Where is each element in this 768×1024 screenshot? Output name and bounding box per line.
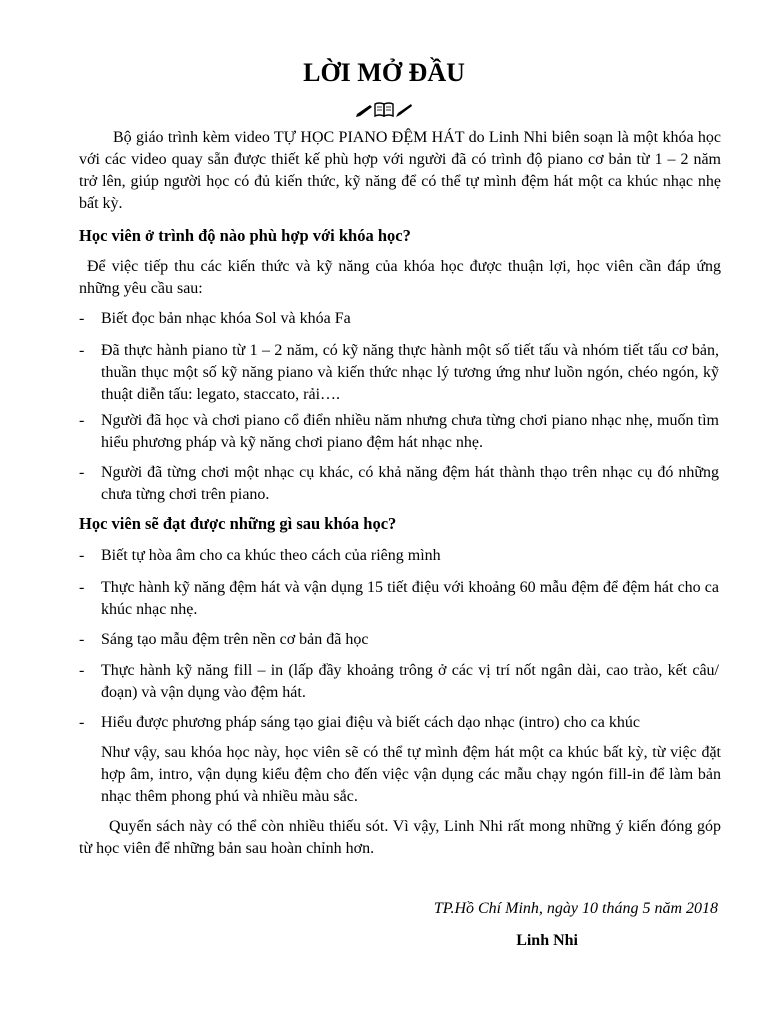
section-lead-paragraph: Để việc tiếp thu các kiến thức và kỹ năng của khóa học được thuận lợi, học viên cần đáp ứng những yêu cầu sau: xyxy=(79,258,721,297)
summary-paragraph: Như vậy, sau khóa học này, học viên sẽ có thể tự mình đệm hát một ca khúc bất kỳ, từ việc đặt hợp âm, intro, vận dụng kiểu đệm cho đến việc vận dụng các mẫu chạy ngón fill-in để làm bản nhạc thêm phong phú và nhiều màu sắc. xyxy=(101,744,721,805)
list-item-text: Hiểu được phương pháp sáng tạo giai điệu và biết cách dạo nhạc (intro) cho ca khúc xyxy=(101,714,640,731)
bullet-dash: - xyxy=(79,714,85,731)
bullet-dash: - xyxy=(79,547,85,564)
list-item-text: Biết đọc bản nhạc khóa Sol và khóa Fa xyxy=(101,310,351,327)
bullet-dash: - xyxy=(79,662,85,679)
section-heading-level: Học viên ở trình độ nào phù hợp với khóa học? xyxy=(79,226,411,245)
author-signature: Linh Nhi xyxy=(516,932,578,949)
list-item-text: Người đã từng chơi một nhạc cụ khác, có khả năng đệm hát thành thạo trên nhạc cụ đó những chưa từng chơi trên piano. xyxy=(101,464,719,503)
intro-paragraph: Bộ giáo trình kèm video TỰ HỌC PIANO ĐỆM HÁT do Linh Nhi biên soạn là một khóa học với các video quay sẵn được thiết kế phù hợp với người đã có trình độ piano cơ bản từ 1 – 2 năm trở lên, giúp người học có đủ kiến thức, kỹ năng để có thể tự mình đệm hát một ca khúc nhạc nhẹ bất kỳ. xyxy=(79,129,721,212)
book-with-pens-icon xyxy=(355,100,413,123)
bullet-dash: - xyxy=(79,464,85,481)
bullet-dash: - xyxy=(79,631,85,648)
section-heading-outcomes: Học viên sẽ đạt được những gì sau khóa học? xyxy=(79,514,397,533)
bullet-dash: - xyxy=(79,579,85,596)
page-title: LỜI MỞ ĐẦU xyxy=(303,58,465,87)
list-item-text: Thực hành kỹ năng fill – in (lấp đầy khoảng trông ở các vị trí nốt ngân dài, cao trào, kết câu/đoạn) và vận dụng vào đệm hát. xyxy=(101,662,719,701)
bullet-dash: - xyxy=(79,342,85,359)
bullet-dash: - xyxy=(79,310,85,327)
list-item-text: Sáng tạo mẫu đệm trên nền cơ bản đã học xyxy=(101,631,369,648)
list-item-text: Đã thực hành piano từ 1 – 2 năm, có kỹ năng thực hành một số tiết tấu và nhóm tiết tấu cơ bản, thuần thục một số kỹ năng piano và kiến thức nhạc lý tương ứng như luồn ngón, chéo ngón, kỹ thuật diễn tấu: legato, staccato, rải…. xyxy=(101,342,719,403)
list-item-text: Biết tự hòa âm cho ca khúc theo cách của riêng mình xyxy=(101,547,441,564)
list-item-text: Thực hành kỹ năng đệm hát và vận dụng 15 tiết điệu với khoảng 60 mẫu đệm để đệm hát cho ca khúc nhạc nhẹ. xyxy=(101,579,719,618)
closing-paragraph: Quyển sách này có thể còn nhiều thiếu sót. Vì vậy, Linh Nhi rất mong những ý kiến đóng góp từ học viên để những bản sau hoàn chỉnh hơn. xyxy=(79,818,721,857)
date-line: TP.Hồ Chí Minh, ngày 10 tháng 5 năm 2018 xyxy=(433,900,718,917)
list-item-text: Người đã học và chơi piano cổ điển nhiều năm nhưng chưa từng chơi piano nhạc nhẹ, muốn tìm hiểu phương pháp và kỹ năng chơi piano đệm hát nhạc nhẹ. xyxy=(101,412,719,451)
bullet-dash: - xyxy=(79,412,85,429)
